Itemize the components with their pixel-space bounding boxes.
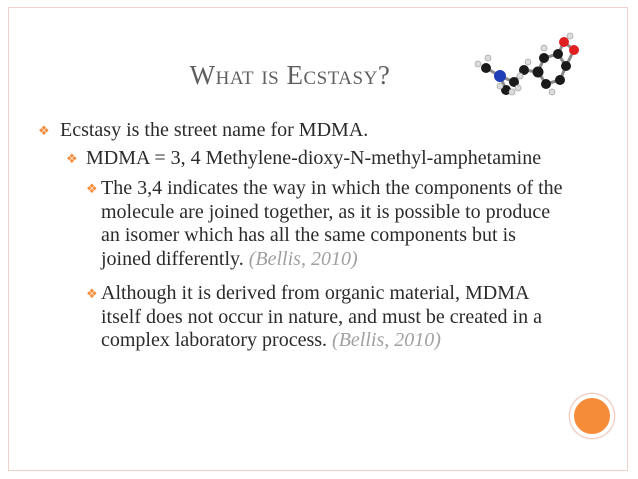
bullet-level-3-line: molecule are joined together, as it is possible to produce — [101, 200, 551, 223]
bullet-icon: ❖ — [38, 124, 50, 139]
bullet-level-3-line: itself does not occur in nature, and must be created in a — [101, 305, 542, 328]
bullet-text: complex laboratory process. — [101, 329, 328, 351]
bullet-text: joined differently. — [101, 247, 244, 270]
citation: (Bellis, 2010) — [248, 247, 358, 270]
bullet-icon: ❖ — [66, 152, 78, 167]
bullet-level-3-line — [101, 248, 358, 272]
slide-title: What is Ecstasy? — [189, 60, 391, 90]
bullet-level-3-line — [101, 329, 441, 353]
bullet-level-3-line: The 3,4 indicates the way in which the components of the — [101, 177, 563, 199]
bullet-icon: ❖ — [86, 182, 98, 197]
molecule-icon — [466, 26, 584, 118]
bullet-level-3-line: Although it is derived from organic material, MDMA — [101, 282, 530, 304]
decorative-circle — [570, 394, 614, 438]
bullet-icon: ❖ — [86, 287, 98, 302]
citation: (Bellis, 2010) — [332, 329, 441, 351]
bullet-level-1: Ecstasy is the street name for MDMA. — [60, 119, 369, 141]
bullet-level-2: MDMA = 3, 4 Methylene-dioxy-N-methyl-amphetamine — [86, 147, 542, 169]
bullet-level-3-line: an isomer which has all the same components but is — [101, 224, 516, 246]
